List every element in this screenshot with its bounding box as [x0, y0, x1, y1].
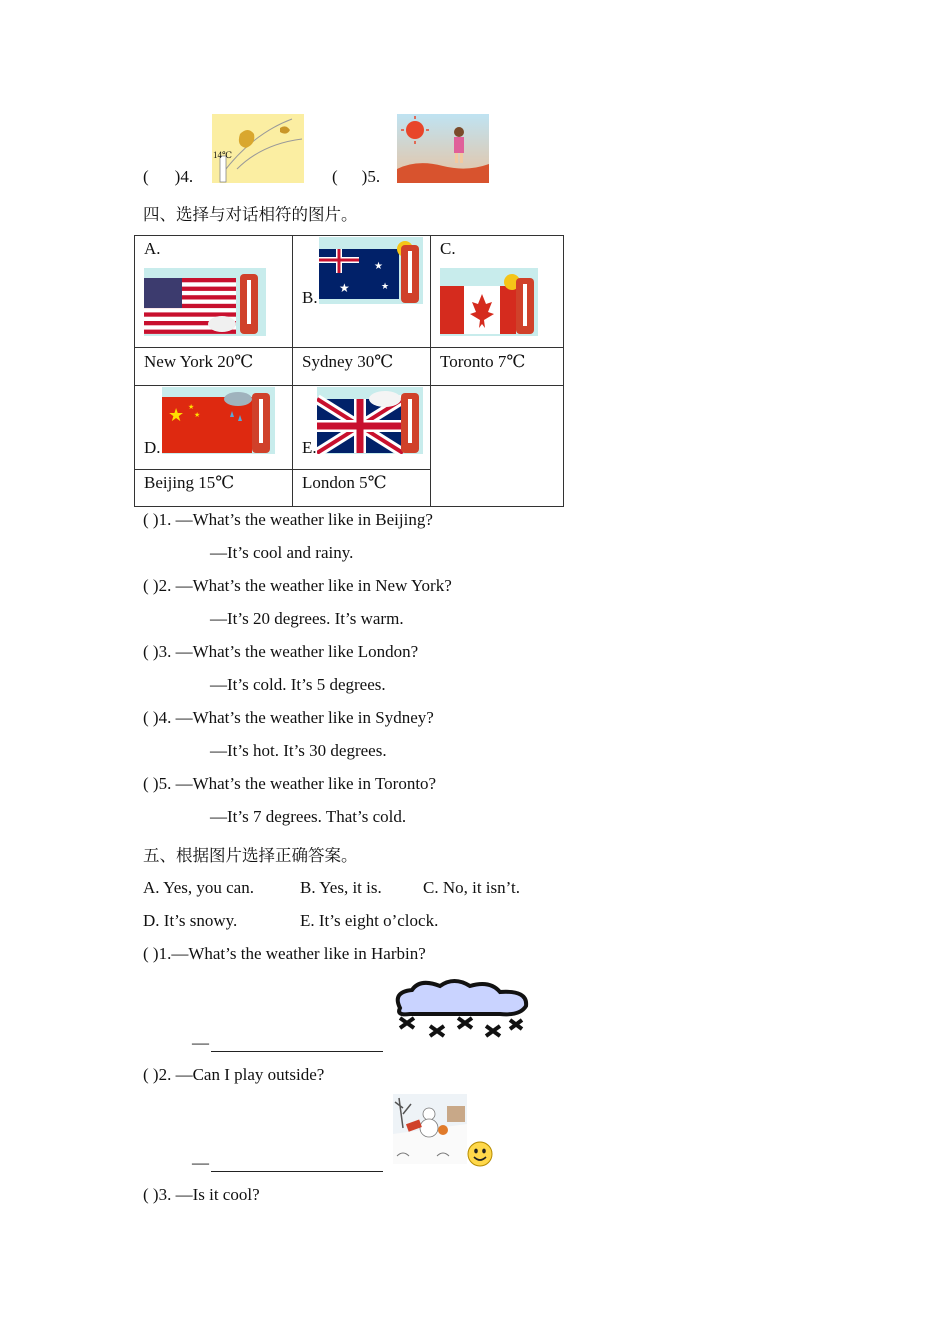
svg-text:★: ★: [374, 261, 383, 272]
section5-heading: 五、根据图片选择正确答案。: [143, 846, 358, 865]
s4-a4: —It’s hot. It’s 30 degrees.: [210, 741, 387, 760]
cell-e: E.: [293, 386, 431, 470]
option-e: E. It’s eight o’clock.: [300, 911, 439, 930]
china-flag-icon: [162, 387, 275, 454]
cell-b: B. ★ ★ ★: [293, 236, 431, 348]
s5-q1: ( )1.—What’s the weather like in Harbin?: [143, 944, 426, 963]
snowman-picture: [393, 1094, 467, 1164]
s5-a2-dash: —: [192, 1153, 209, 1172]
smiley-face-icon: [466, 1140, 494, 1168]
uk-flag-icon: [317, 387, 423, 454]
cell-empty: [431, 386, 564, 507]
answer-blank-1[interactable]: [211, 1051, 383, 1052]
s4-q2: ( )2. —What’s the weather like in New York?: [143, 576, 452, 595]
cell-b-caption: Sydney 30℃: [293, 348, 431, 386]
usa-flag-icon: [144, 268, 266, 336]
svg-text:★: ★: [194, 411, 201, 419]
item4-label: ( )4.: [143, 167, 194, 186]
australia-flag-icon: [319, 237, 423, 304]
s4-a5: —It’s 7 degrees. That’s cold.: [210, 807, 407, 826]
s4-q3: ( )3. —What’s the weather like London?: [143, 642, 419, 661]
hot-sun-picture: [397, 114, 489, 183]
option-d: D. It’s snowy.: [143, 911, 238, 930]
s5-q3: ( )3. —Is it cool?: [143, 1185, 260, 1204]
canada-flag-icon: [440, 268, 538, 336]
flag-table: [134, 235, 564, 507]
cell-c-caption: Toronto 7℃: [431, 348, 564, 386]
answer-blank-2[interactable]: [211, 1171, 383, 1172]
s4-q5: ( )5. —What’s the weather like in Toronto?: [143, 774, 437, 793]
svg-text:★: ★: [381, 281, 390, 291]
svg-text:★: ★: [339, 281, 350, 295]
cell-a: A.: [135, 236, 293, 348]
cell-c: C.: [431, 236, 564, 348]
item5-label: ( )5.: [332, 167, 381, 186]
cell-d: D. ★ ★ ★: [135, 386, 293, 470]
svg-text:★: ★: [168, 405, 185, 425]
s4-a2: —It’s 20 degrees. It’s warm.: [210, 609, 404, 628]
s4-q4: ( )4. —What’s the weather like in Sydney?: [143, 708, 434, 727]
option-a: A. Yes, you can.: [143, 878, 254, 897]
cell-d-caption: Beijing 15℃: [135, 470, 293, 507]
snowy-cloud-icon: [390, 978, 532, 1048]
option-c: C. No, it isn’t.: [423, 878, 520, 897]
cell-a-caption: New York 20℃: [135, 348, 293, 386]
cell-e-caption: London 5℃: [293, 470, 431, 507]
s5-a1-dash: —: [192, 1033, 209, 1052]
option-b: B. Yes, it is.: [300, 878, 382, 897]
s4-q1: ( )1. —What’s the weather like in Beijing?: [143, 510, 433, 529]
autumn-wind-picture: [212, 114, 304, 183]
thermometer-label: 14℃: [213, 150, 233, 160]
section4-heading: 四、选择与对话相符的图片。: [143, 205, 358, 224]
svg-text:★: ★: [188, 403, 195, 411]
s4-a3: —It’s cold. It’s 5 degrees.: [210, 675, 386, 694]
s5-q2: ( )2. —Can I play outside?: [143, 1065, 325, 1084]
s4-a1: —It’s cool and rainy.: [210, 543, 354, 562]
